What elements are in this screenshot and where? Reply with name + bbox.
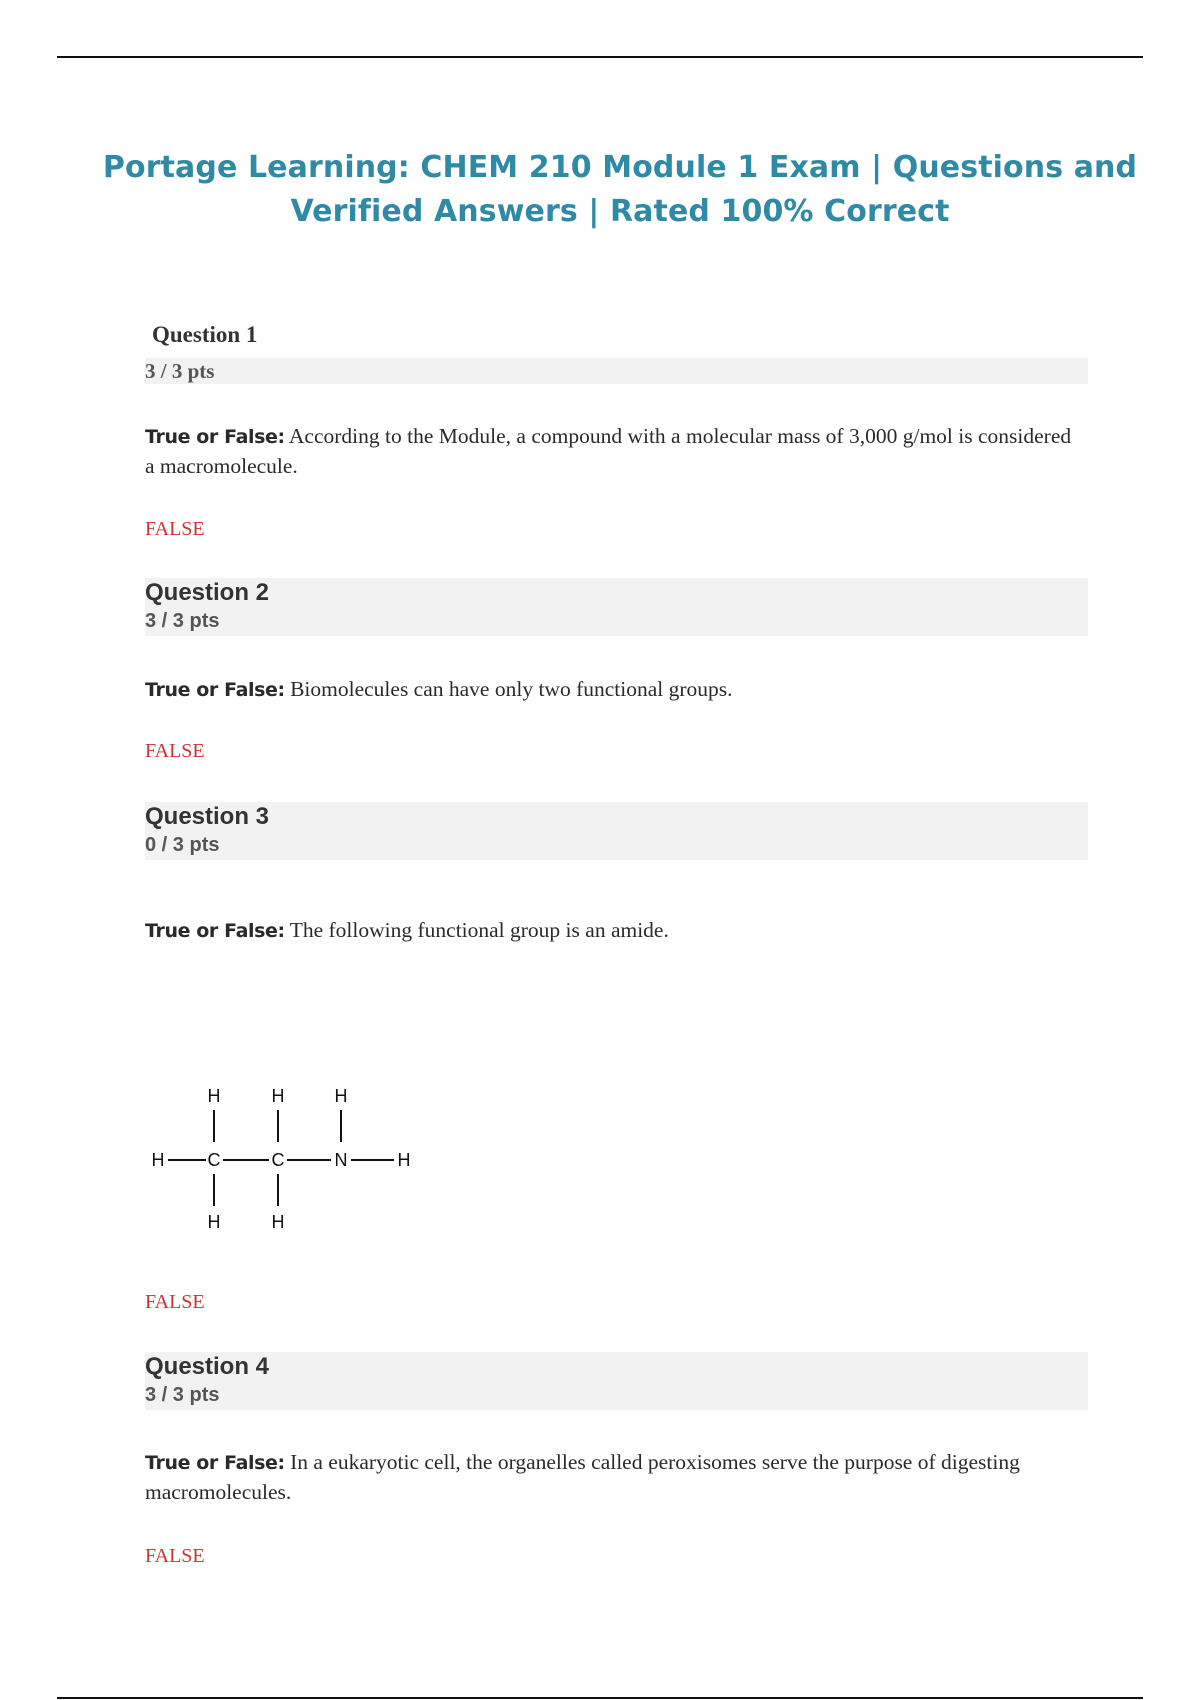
top-rule [57, 56, 1143, 58]
question-2-text: Biomolecules can have only two functional groups. [290, 677, 733, 701]
question-3-points: 0 / 3 pts [145, 834, 220, 856]
question-1-text: According to the Module, a compound with a molecular mass of 3,000 g/mol is considered a macromolecule. [145, 424, 1072, 478]
atom-h-top-1: H [207, 1086, 221, 1106]
question-2-answer: FALSE [145, 740, 205, 762]
question-1-points: 3 / 3 pts [145, 359, 215, 383]
question-2-label: True or False: [145, 679, 285, 701]
question-4-prompt [145, 1448, 1085, 1507]
question-4-label: True or False: [145, 1452, 285, 1474]
atom-n: N [334, 1150, 348, 1170]
question-3-answer: FALSE [145, 1291, 205, 1313]
atom-c1: C [207, 1150, 221, 1170]
question-1-answer: FALSE [145, 518, 205, 540]
question-4-points: 3 / 3 pts [145, 1384, 220, 1406]
question-1-title: Question 1 [152, 322, 258, 347]
atom-h-bottom-1: H [207, 1212, 221, 1230]
question-3-text: The following functional group is an amide. [289, 918, 669, 942]
question-3-header [145, 802, 1088, 860]
question-4-text: In a eukaryotic cell, the organelles called peroxisomes serve the purpose of digesting macromolecules. [145, 1450, 1020, 1504]
atom-h-top-2: H [271, 1086, 285, 1106]
question-3-label: True or False: [145, 920, 285, 942]
question-3-prompt [145, 916, 1085, 946]
question-1-prompt [145, 422, 1085, 481]
question-2-title: Question 2 [145, 579, 270, 606]
document-title-line-2: Verified Answers | Rated 100% Correct [290, 194, 950, 229]
atom-c2: C [271, 1150, 285, 1170]
question-4-answer: FALSE [145, 1545, 205, 1567]
atom-h-left: H [151, 1150, 165, 1170]
question-1-label: True or False: [145, 426, 285, 448]
atom-h-right: H [397, 1150, 411, 1170]
bottom-rule [57, 1697, 1143, 1699]
atom-h-bottom-2: H [271, 1212, 285, 1230]
document-title [100, 146, 1140, 234]
ethylamine-structure [148, 1080, 428, 1230]
question-3-title: Question 3 [145, 803, 270, 830]
question-2-points: 3 / 3 pts [145, 610, 220, 632]
question-4-title: Question 4 [145, 1353, 270, 1380]
question-2-header [145, 578, 1088, 636]
atom-h-top-3: H [334, 1086, 348, 1106]
document-title-line-1: Portage Learning: CHEM 210 Module 1 Exam | Questions and [102, 150, 1138, 185]
question-4-header [145, 1352, 1088, 1410]
question-1-points-band [145, 358, 1088, 384]
question-2-prompt [145, 675, 1085, 705]
